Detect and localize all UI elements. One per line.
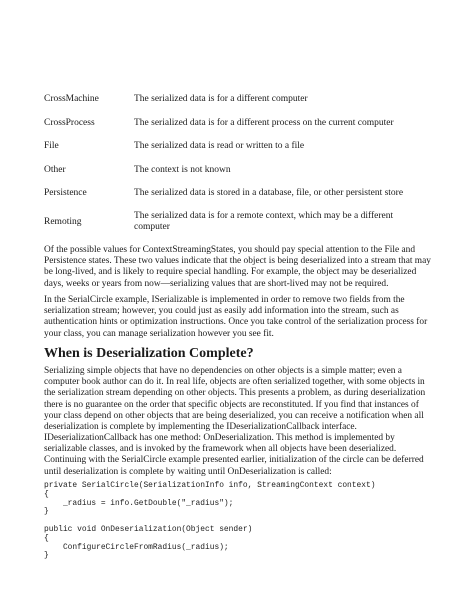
text-line: authentication hints or optimization instructions. Once you take control of the serialization process for <box>44 317 428 328</box>
paragraph-file-persistence <box>44 245 436 290</box>
context-state-name: Remoting <box>44 217 82 227</box>
text-line: Serializing simple objects that have no dependencies on other objects is a simple matter; even a <box>44 366 402 376</box>
code-line: private SerialCircle(SerializationInfo info, StreamingContext context) <box>44 481 376 490</box>
context-state-name: Persistence <box>44 188 87 198</box>
code-line: public void OnDeserialization(Object sender) <box>44 524 253 534</box>
code-line: { <box>44 533 49 543</box>
text-line: your class, you can manage serialization however you see fit. <box>44 328 274 339</box>
code-line: } <box>44 507 49 517</box>
context-state-description: The serialized data is stored in a database, file, or other persistent store <box>134 188 404 198</box>
text-line: until deserialization is complete by waiting until OnDeserialization is called: <box>44 466 332 477</box>
section-heading: When is Deserialization Complete? <box>44 346 254 361</box>
text-line: computer book author can do it. In real life, objects are often serialized together, with some objects in <box>44 377 425 388</box>
text-line: be long-lived, and is likely to require special handling. For example, the object may be deserialized <box>44 267 417 278</box>
text-line: the serialization stream depending on other objects. This presents a problem, as during deserialization <box>44 388 426 399</box>
text-line: IDeserializationCallback has one method: OnDeserialization. This method is implemented by <box>44 433 395 443</box>
code-line: ConfigureCircleFromRadius(_radius); <box>44 542 229 552</box>
text-line: Persistence states. These two values indicate that the object is being deserialized into a stream that may <box>44 256 431 267</box>
context-state-description: The serialized data is read or written to a file <box>134 141 305 151</box>
text-line: days, weeks or years from now—serializing values that are short-lived may not be required. <box>44 278 389 289</box>
code-line: } <box>44 551 49 561</box>
context-state-name: Other <box>44 165 66 175</box>
paragraph-ideserializationcallback <box>44 433 436 478</box>
description-line: The serialized data is for a remote context, which may be a different <box>134 211 394 221</box>
text-line: serializable classes, and is invoked by the framework when all objects have been deserialized. <box>44 444 397 455</box>
text-line: your class depend on other objects that are being deserialized, you can receive a notification when all <box>44 410 424 421</box>
text-line: serialization stream; however, you could just as easily add information into the stream, such as <box>44 306 399 317</box>
text-line: deserialization is complete by implementing the IDeserializationCallback interface. <box>44 422 357 433</box>
context-state-description: The serialized data is for a different computer <box>134 94 308 104</box>
paragraph-iserializable <box>44 295 436 340</box>
text-line: Of the possible values for ContextStreamingStates, you should pay special attention to the File and <box>44 245 416 255</box>
context-state-description: The context is not known <box>134 165 231 175</box>
context-state-name: CrossMachine <box>44 94 99 104</box>
code-line: _radius = info.GetDouble("_radius"); <box>44 498 234 508</box>
text-line: Continuing with the SerialCircle example presented earlier, initialization of the circle can be deferred <box>44 455 424 466</box>
description-line: computer <box>134 222 170 232</box>
paragraph-serializing-dependencies <box>44 366 436 433</box>
context-state-description: The serialized data is for a different process on the current computer <box>134 118 394 128</box>
context-state-description <box>134 211 434 233</box>
context-state-name: File <box>44 141 59 151</box>
text-line: In the SerialCircle example, ISerializable is implemented in order to remove two fields from the <box>44 295 405 305</box>
code-listing <box>44 482 375 561</box>
text-line: there is no guarantee on the order that specific objects are reconstituted. If you find that instances of <box>44 399 419 410</box>
code-line: { <box>44 489 49 499</box>
context-state-name: CrossProcess <box>44 118 95 128</box>
